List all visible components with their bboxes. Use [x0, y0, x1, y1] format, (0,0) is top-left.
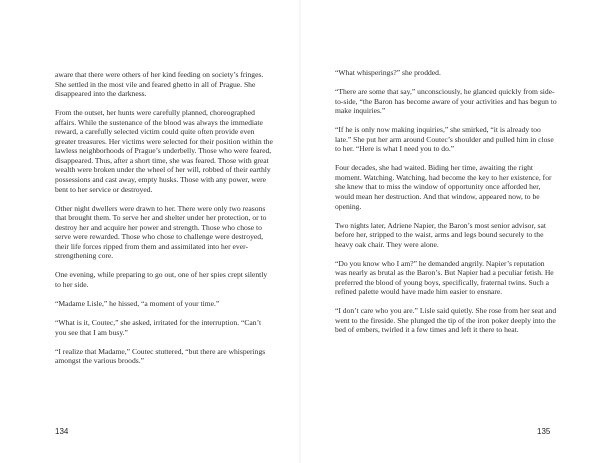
- paragraph: “There are some that say,” unconsciously, he glanced quickly from side-to-side, “the Baron has become aware of your activities and has begun to make inquiries.”: [335, 87, 557, 116]
- paragraph: Other night dwellers were drawn to her. There were only two reasons that brought them. To serve her and shelter under her protection, or to destroy her and acquire her power and strength. Those who chose to serve were rewarded. Those who chose to challenge were destroyed, their life forces ripped from them and assimilated into her ever-strengthening core.: [55, 203, 267, 261]
- paragraph: Four decades, she had waited. Biding her time, awaiting the right moment. Watching. Watching, had become the key to her existence, for she knew that to miss the window of opportunity once afforded her, would mean her destruction. And that window, appeared now, to be opening.: [335, 163, 552, 211]
- page-number-right: 135: [537, 427, 551, 436]
- paragraph: “What is it, Coutec,” she asked, irritated for the interruption. “Can’t you see that I am busy.”: [55, 317, 262, 337]
- paragraph: “What whisperings?” she prodded.: [335, 68, 441, 77]
- paragraph: “If he is only now making inquiries,” she smirked, “it is already too late.” She put her arm around Coutec’s shoulder and pulled him in close to her. “Here is what I need you to do.”: [335, 125, 554, 154]
- paragraph: aware that there were others of her kind feeding on society’s fringes. She settled in the most vile and feared ghetto in all of Prague. She disappeared into the darkness.: [55, 70, 264, 99]
- paragraph: From the outset, her hunts were carefully planned, choreographed affairs. While the sustenance of the blood was always the immediate reward, a carefully selected victim could quite often provide even greater treasures. Her victims were selected for their position within the lawless neighborhoods of Prague’s underbelly. Those who were feared, disappeared. Thus, after a short time, she was feared. Those with great wealth were broken under the wheel of her will, robbed of their earthly possessions and cast away, empty husks. Those with any power, were bent to her service or destroyed.: [55, 108, 273, 194]
- paragraph: Two nights later, Adriene Napier, the Baron’s most senior advisor, sat before her, stripped to the waist, arms and legs bound securely to the heavy oak chair. They were alone.: [335, 220, 546, 249]
- paragraph: “Madame Lisle,” he hissed, “a moment of your time.”: [55, 298, 220, 308]
- right-page-text: [335, 68, 557, 345]
- left-page-text: [55, 70, 273, 375]
- paragraph: “I realize that Madame,” Coutec stuttered, “but there are whisperings amongst the various broods.”: [55, 346, 266, 366]
- paragraph: One evening, while preparing to go out, one of her spies crept silently to her side.: [55, 270, 268, 289]
- page-number-left: 134: [55, 427, 69, 436]
- paragraph: “I don’t care who you are.” Lisle said quietly. She rose from her seat and went to the fireside. She plunged the tip of the iron poker deeply into the bed of embers, twirled it a few times and left it there to heat.: [335, 306, 557, 335]
- paragraph: “Do you know who I am?” he demanded angrily. Napier’s reputation was nearly as brutal as the Baron’s. But Napier had a peculiar fetish. He preferred the blood of young boys, specifically, fraternal twins. Such a refined palette would have made him easier to ensnare.: [335, 258, 554, 297]
